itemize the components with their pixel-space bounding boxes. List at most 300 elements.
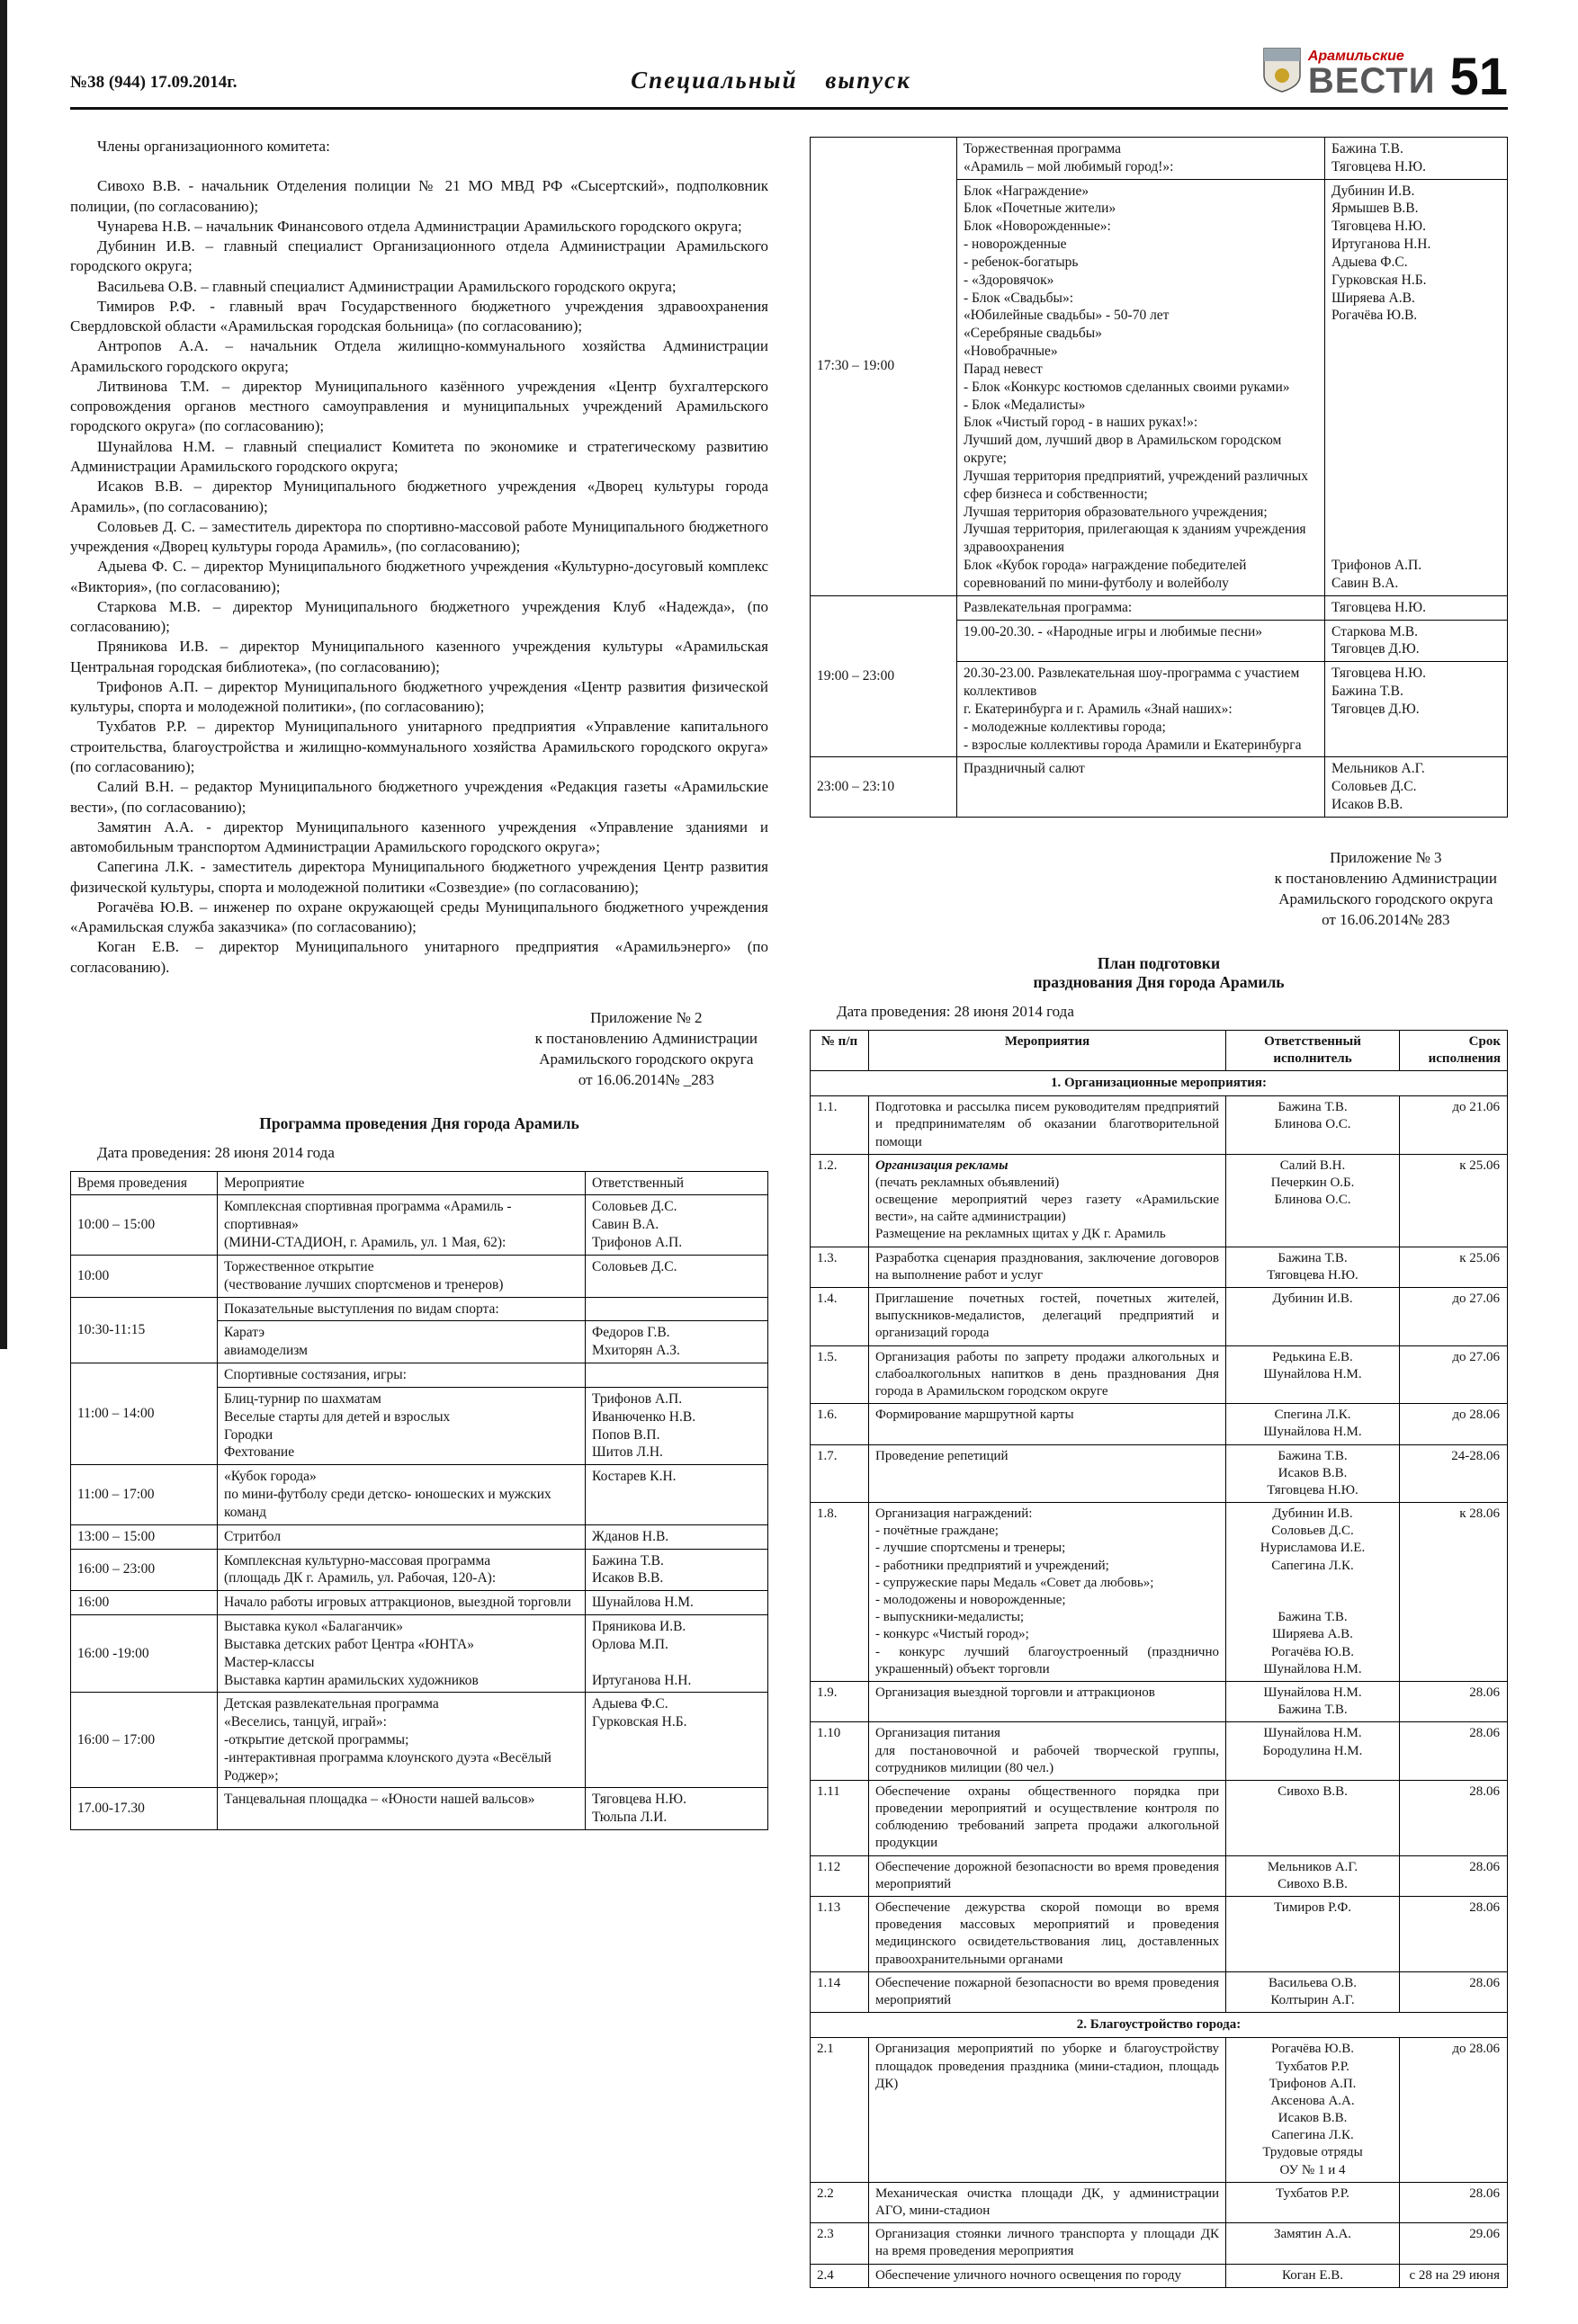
- event-cell: [957, 620, 1325, 662]
- event-line: Спортивные состязания, игры:: [224, 1367, 407, 1383]
- program-row: [71, 1788, 768, 1830]
- row-number-cell: 1.12: [811, 1855, 869, 1896]
- event-cell: [957, 757, 1325, 817]
- responsible-group: [1233, 1291, 1393, 1343]
- plan-section-header: 2. Благоустройство города:: [811, 2013, 1508, 2038]
- event-line: Организация выездной торговли и аттракционов: [875, 1685, 1155, 1700]
- responsible-group: [1233, 1975, 1393, 2009]
- responsible-name: Трудовые отряды: [1262, 2145, 1363, 2160]
- responsible-name: Бажина Т.В.: [1278, 1100, 1348, 1115]
- responsible-cell: [1226, 1897, 1400, 1972]
- event-line: Разработка сценария празднования, заключение договоров на выполнение работ и услуг: [875, 1250, 1219, 1283]
- responsible-group: [592, 1390, 761, 1461]
- responsible-names: [1233, 1099, 1393, 1133]
- responsible-names: [1331, 599, 1501, 617]
- time-cell: 11:00 – 14:00: [71, 1363, 218, 1465]
- time-cell: 13:00 – 15:00: [71, 1524, 218, 1549]
- event-line: освещение мероприятий через газету «Арамильские вести», на сайте администрации): [875, 1193, 1219, 1225]
- plan-row: [811, 1247, 1508, 1287]
- issue-info: №38 (944) 17.09.2014г.: [70, 73, 238, 92]
- responsible-group: [592, 1301, 761, 1318]
- responsible-name: Аксенова А.А.: [1270, 2093, 1355, 2108]
- event-line: Выставка картин арамильских художников: [224, 1672, 479, 1688]
- responsible-name: Тимиров Р.Ф.: [1274, 1900, 1351, 1915]
- plan-row: [811, 1154, 1508, 1247]
- committee-intro: Члены организационного комитета:: [97, 138, 330, 155]
- event-line: «Серебряные свадьбы»: [964, 326, 1102, 342]
- event-cell: [869, 2264, 1226, 2287]
- row-number-cell: 1.3.: [811, 1247, 869, 1287]
- responsible-name: Исаков В.В.: [1278, 1465, 1348, 1480]
- responsible-name: Бородулина Н.М.: [1262, 1743, 1363, 1758]
- responsible-name: Трифонов А.П.: [592, 1390, 683, 1407]
- event-line: (чествование лучших спортсменов и тренеров): [224, 1276, 504, 1292]
- responsible-group: [1233, 1099, 1393, 1151]
- responsible-name: Печеркин О.Б.: [1270, 1175, 1355, 1190]
- event-line: Размещение на рекламных щитах у ДК г. Арамиль: [875, 1227, 1166, 1242]
- event-line: Организация мероприятий по уборке и благоустройству площадок проведения праздника (мини-стадион, площадь ДК): [875, 2042, 1219, 2091]
- responsible-name: Нурисламова И.Е.: [1260, 1541, 1366, 1556]
- event-line: Мастер-классы: [224, 1654, 315, 1670]
- responsible-name: Бажина Т.В.: [1331, 141, 1403, 156]
- responsible-name: Рогачёва Ю.В.: [1270, 1644, 1355, 1659]
- responsible-name: Васильева О.В.: [1269, 1975, 1357, 1990]
- responsible-name: Трифонов А.П.: [592, 1235, 683, 1251]
- plan-row: [811, 2264, 1508, 2287]
- event-cell: [869, 1404, 1226, 1444]
- event-line: Блок «Почетные жители»: [964, 201, 1116, 217]
- event-cell: [869, 1855, 1226, 1896]
- responsible-names: [1233, 1158, 1393, 1210]
- event-line: Комплексная спортивная программа «Арамиль - спортивная»: [224, 1199, 512, 1233]
- responsible-name: Савин В.А.: [1331, 575, 1399, 591]
- deadline-cell: с 28 на 29 июня: [1400, 2264, 1508, 2287]
- event-line: Начало работы игровых аттракционов, выездной торговли: [224, 1595, 571, 1611]
- responsible-names: [592, 1695, 761, 1731]
- responsible-group: [592, 1528, 761, 1546]
- program-row: [71, 1465, 768, 1524]
- responsible-name: Тяговцева Н.Ю.: [592, 1792, 686, 1808]
- event-line: - новорожденные: [964, 237, 1067, 253]
- deadline-cell: 29.06: [1400, 2223, 1508, 2264]
- event-line: - молодожены и новорожденные;: [875, 1593, 1066, 1607]
- responsible-name: Спегина Л.К.: [1274, 1408, 1351, 1423]
- responsible-names: [1331, 140, 1501, 176]
- responsible-name: Салий В.Н.: [1279, 1158, 1346, 1173]
- responsible-name: Тяговцева Н.Ю.: [1331, 219, 1426, 235]
- responsible-cell: [1325, 138, 1508, 180]
- row-number-cell: 2.4: [811, 2264, 869, 2287]
- event-cell: [218, 1321, 586, 1363]
- event-line: Обеспечение пожарной безопасности во время проведения мероприятий: [875, 1975, 1219, 2007]
- plan-section-header: 1. Организационные мероприятия:: [811, 1070, 1508, 1095]
- event-line: (МИНИ-СТАДИОН, г. Арамиль, ул. 1 Мая, 62):: [224, 1235, 507, 1251]
- responsible-cell: [586, 1693, 768, 1788]
- plan-section-row: [811, 2013, 1508, 2038]
- deadline-cell: 24-28.06: [1400, 1444, 1508, 1503]
- content-columns: [70, 137, 1508, 2288]
- row-number-cell: 1.1.: [811, 1096, 869, 1155]
- deadline-cell: 28.06: [1400, 1780, 1508, 1855]
- committee-member: Коган Е.В. – директор Муниципального унитарного предприятия «Арамильэнерго» (по согласованию).: [70, 938, 768, 976]
- plan-header-row: [811, 1030, 1508, 1070]
- event-line: «Кубок города»: [224, 1469, 317, 1485]
- program-row: [71, 1297, 768, 1321]
- deadline-cell: 28.06: [1400, 1681, 1508, 1721]
- row-number-cell: 1.5.: [811, 1345, 869, 1404]
- responsible-name: Мельников А.Г.: [1331, 761, 1425, 777]
- event-cell: [218, 1465, 586, 1524]
- time-cell: 17:30 – 19:00: [811, 138, 957, 596]
- responsible-name: Соловьев Д.С.: [1271, 1524, 1354, 1539]
- plan-row: [811, 1345, 1508, 1404]
- time-cell: 10:00: [71, 1255, 218, 1297]
- responsible-names: [1233, 1783, 1393, 1801]
- responsible-name: Шунайлова Н.М.: [1263, 1661, 1362, 1676]
- responsible-cell: [1325, 757, 1508, 817]
- responsible-cell: [1226, 1154, 1400, 1247]
- brand-name-bottom: ВЕСТИ: [1307, 60, 1436, 101]
- annex-line: Арамильского городского округа: [539, 1050, 754, 1068]
- row-number-cell: 2.3: [811, 2223, 869, 2264]
- event-line: - молодежные коллективы города;: [964, 719, 1166, 735]
- responsible-group: [1233, 1349, 1393, 1401]
- responsible-group: [1331, 183, 1501, 593]
- responsible-name: Бажина Т.В.: [1278, 1610, 1348, 1625]
- program-header-row: [71, 1171, 768, 1195]
- plan-row: [811, 1855, 1508, 1896]
- responsible-group: [1331, 599, 1501, 617]
- responsible-names: [592, 1324, 761, 1360]
- responsible-names: [592, 1390, 761, 1461]
- program-date: Дата проведения: 28 июня 2014 года: [97, 1143, 335, 1161]
- annex-line: Приложение № 3: [1330, 848, 1442, 866]
- event-line: Лучшая территория, прилегающая к зданиям учреждения здравоохранения: [964, 522, 1306, 556]
- event-line: Праздничный салют: [964, 761, 1085, 777]
- time-cell: 10:30-11:15: [71, 1297, 218, 1363]
- event-cell: [218, 1524, 586, 1549]
- responsible-cell: [1226, 1444, 1400, 1503]
- event-cell: [869, 1503, 1226, 1682]
- event-line: Обеспечение дорожной безопасности во время проведения мероприятий: [875, 1859, 1219, 1891]
- responsible-cell: [586, 1387, 768, 1464]
- plan-row: [811, 2223, 1508, 2264]
- responsible-name: Савин В.А.: [592, 1217, 659, 1233]
- event-heading: Организация рекламы: [875, 1158, 1009, 1173]
- responsible-group: [592, 1791, 761, 1827]
- committee-member: Старкова М.В. – директор Муниципального бюджетного учреждения Клуб «Надежда», (по согласованию);: [70, 597, 768, 636]
- event-cell: [218, 1363, 586, 1388]
- plan-row: [811, 2038, 1508, 2183]
- responsible-group: [1233, 1506, 1393, 1678]
- plan-row: [811, 1288, 1508, 1346]
- responsible-names: [1233, 1899, 1393, 1917]
- event-line: - взрослые коллективы города Арамили и Екатеринбурга: [964, 737, 1302, 753]
- responsible-names: [1233, 2267, 1393, 2284]
- responsible-names: [1233, 1250, 1393, 1284]
- committee-member: Замятин А.А. - директор Муниципального казенного учреждения «Управление зданиями и автомобильным транспортом Администрации Арамильского городского округа»;: [70, 818, 768, 856]
- column-header-responsible: Ответственный: [586, 1171, 768, 1195]
- responsible-cell: [1226, 1503, 1400, 1682]
- responsible-names: [1331, 665, 1501, 718]
- event-cell: [869, 1681, 1226, 1721]
- event-line: Организация работы по запрету продажи алкогольных и слабоалкогольных напитков в день празднования Дня города в Арамильском городском округе: [875, 1349, 1219, 1399]
- responsible-name: Соловьев Д.С.: [592, 1258, 677, 1274]
- responsible-name: Тухбатов Р.Р.: [1276, 2059, 1349, 2074]
- responsible-group: [1331, 623, 1501, 659]
- responsible-group: [1233, 2267, 1393, 2284]
- event-cell: [869, 1154, 1226, 1247]
- event-cell: [218, 1615, 586, 1693]
- responsible-cell: [586, 1465, 768, 1524]
- brand-name-top: Арамильские: [1307, 48, 1404, 64]
- responsible-group: [1233, 1685, 1393, 1719]
- event-line: Обеспечение охраны общественного порядка при проведении мероприятий и осуществление контроля по соблюдению требований запрета продажи алкогольной продукции: [875, 1783, 1219, 1851]
- responsible-group: [1233, 1407, 1393, 1441]
- event-line: «Юбилейные свадьбы» - 50-70 лет: [964, 308, 1170, 324]
- event-cell: [869, 2182, 1226, 2222]
- responsible-name: Старкова М.В.: [1331, 623, 1418, 639]
- event-line: 19.00-20.30. - «Народные игры и любимые песни»: [964, 623, 1263, 639]
- responsible-name: Тяговцева Н.Ю.: [1267, 1482, 1358, 1497]
- responsible-name: Орлова М.П.: [592, 1636, 668, 1652]
- event-cell: [869, 1345, 1226, 1404]
- event-line: Выставка кукол «Балаганчик»: [224, 1619, 403, 1635]
- committee-member: Шунайлова Н.М. – главный специалист Комитета по экономике и стратегическому развитию Администрации Арамильского городского округа;: [70, 437, 768, 475]
- responsible-names: [592, 1672, 761, 1690]
- responsible-cell: [586, 1195, 768, 1255]
- plan-table: [810, 1030, 1508, 2288]
- responsible-name: Адыева Ф.С.: [592, 1696, 668, 1712]
- responsible-names: [592, 1791, 761, 1827]
- responsible-group: [1233, 1725, 1393, 1777]
- event-cell: [957, 179, 1325, 595]
- responsible-cell: [1325, 595, 1508, 620]
- responsible-group: [592, 1324, 761, 1360]
- event-line: Выставка детских работ Центра «ЮНТА»: [224, 1636, 474, 1652]
- responsible-names: [1331, 760, 1501, 813]
- responsible-names: [1233, 1975, 1393, 2009]
- responsible-group: [1233, 1250, 1393, 1284]
- responsible-name: Трифонов А.П.: [1269, 2076, 1357, 2091]
- event-line: - конкурс «Чистый город»;: [875, 1627, 1029, 1642]
- responsible-cell: [1226, 2182, 1400, 2222]
- responsible-cell: [1226, 1780, 1400, 1855]
- responsible-name: Гурковская Н.Б.: [1331, 272, 1427, 288]
- event-line: Развлекательная программа:: [964, 599, 1133, 615]
- event-cell: [869, 1096, 1226, 1155]
- event-line: Блок «Награждение»: [964, 183, 1089, 199]
- event-line: Торжественная программа: [964, 141, 1121, 156]
- event-cell: [218, 1255, 586, 1297]
- annex-line: к постановлению Администрации: [534, 1029, 758, 1047]
- responsible-group: [1233, 1859, 1393, 1893]
- plan-row: [811, 1780, 1508, 1855]
- event-line: Стритбол: [224, 1528, 282, 1544]
- row-number-cell: 1.10: [811, 1722, 869, 1781]
- responsible-names: [1233, 1291, 1393, 1308]
- responsible-name: Дубинин И.В.: [1331, 183, 1415, 199]
- time-cell: 17.00-17.30: [71, 1788, 218, 1830]
- committee-member: Соловьев Д. С. – заместитель директора по спортивно-массовой работе Муниципального бюджетного учреждения «Дворец культуры города Арамиль», (по согласованию);: [70, 517, 768, 556]
- responsible-group: [1233, 2041, 1393, 2179]
- event-line: - ребенок-богатырь: [964, 254, 1079, 270]
- committee-member: Сивохо В.В. - начальник Отделения полиции № 21 МО МВД РФ «Сысертский», подполковник полиции, (по согласованию);: [70, 177, 768, 215]
- responsible-name: Ярмышев В.В.: [1331, 201, 1419, 217]
- responsible-cell: [1226, 1855, 1400, 1896]
- plan-title-line2: празднования Дня города Арамиль: [1033, 972, 1285, 991]
- program-continued-table: [810, 137, 1508, 818]
- time-cell: 16:00 – 17:00: [71, 1693, 218, 1788]
- responsible-name: Шунайлова Н.М.: [1263, 1685, 1362, 1700]
- event-cell: [218, 1788, 586, 1830]
- program-row: [811, 138, 1508, 180]
- plan-title: [810, 954, 1508, 992]
- responsible-cell: [586, 1363, 768, 1388]
- responsible-group: [592, 1552, 761, 1588]
- responsible-name: Ширяева А.В.: [1272, 1627, 1353, 1642]
- responsible-name: Шунайлова Н.М.: [1263, 1366, 1362, 1381]
- responsible-name: Федоров Г.В.: [592, 1325, 670, 1341]
- plan-title-line1: План подготовки: [1097, 953, 1221, 972]
- event-line: Блиц-турнир по шахматам: [224, 1390, 381, 1407]
- responsible-cell: [586, 1321, 768, 1363]
- committee-member: Салий В.Н. – редактор Муниципального бюджетного учреждения «Редакция газеты «Арамильские вести», (по согласованию);: [70, 778, 768, 816]
- program-row: [71, 1549, 768, 1591]
- event-line: Блок «Чистый город - в наших руках!»:: [964, 415, 1198, 431]
- event-line: Организация награждений:: [875, 1506, 1033, 1522]
- responsible-name: Тяговцева Н.Ю.: [1331, 158, 1426, 174]
- scan-edge-artifact: [0, 0, 7, 1349]
- responsible-name: Бажина Т.В.: [1331, 684, 1403, 700]
- right-column: [810, 137, 1508, 2288]
- event-line: (площадь ДК г. Арамиль, ул. Рабочая, 120-А):: [224, 1570, 497, 1587]
- event-line: Организация стоянки личного транспорта у площади ДК на время проведения мероприятия: [875, 2227, 1219, 2259]
- event-line: - «Здоровячок»: [964, 272, 1054, 288]
- event-line: «Веселись, танцуй, играй»:: [224, 1714, 387, 1730]
- event-line: по мини-футболу среди детско- юношеских и мужских команд: [224, 1487, 551, 1520]
- program-row: [811, 757, 1508, 817]
- event-line: - конкурс лучший благоустроенный (празднично украшенный) объект торговли: [875, 1644, 1219, 1676]
- responsible-cell: [1226, 2038, 1400, 2183]
- brand-text: [1307, 48, 1436, 101]
- event-cell: [218, 1549, 586, 1591]
- responsible-name: ОУ № 1 и 4: [1279, 2162, 1346, 2177]
- event-line: Детская развлекательная программа: [224, 1696, 439, 1712]
- responsible-group: [592, 1695, 761, 1784]
- event-line: 20.30-23.00. Развлекательная шоу-программа с участием коллективов: [964, 666, 1300, 700]
- responsible-name: Шунайлова Н.М.: [1263, 1425, 1362, 1440]
- responsible-names: [592, 1198, 761, 1251]
- time-cell: 11:00 – 17:00: [71, 1465, 218, 1524]
- row-number-cell: 2.1: [811, 2038, 869, 2183]
- responsible-names: [1331, 183, 1501, 326]
- time-cell: 16:00 – 23:00: [71, 1549, 218, 1591]
- event-cell: [869, 1444, 1226, 1503]
- event-line: Подготовка и рассылка писем руководителям предприятий и предпринимателям об оказании благотворительной помощи: [875, 1100, 1219, 1149]
- event-line: для постановочной и рабочей творческой группы, сотрудников милиции (80 чел.): [875, 1743, 1219, 1775]
- responsible-name: Тяговцев Д.Ю.: [1331, 641, 1420, 657]
- responsible-group: [1331, 760, 1501, 813]
- event-line: Приглашение почетных гостей, почетных жителей, выпускников-медалистов, делегаций предприятий и организаций города: [875, 1292, 1219, 1341]
- committee-member: Антропов А.А. – начальник Отдела жилищно-коммунального хозяйства Администрации Арамильского городского округа;: [70, 337, 768, 375]
- row-number-cell: 1.2.: [811, 1154, 869, 1247]
- responsible-name: Трифонов А.П.: [1331, 558, 1422, 574]
- responsible-name: Колтырин А.Г.: [1270, 1992, 1355, 2007]
- event-cell: [869, 1971, 1226, 2012]
- plan-row: [811, 1722, 1508, 1781]
- row-number-cell: 1.14: [811, 1971, 869, 2012]
- responsible-names: [1233, 1349, 1393, 1383]
- time-cell: 10:00 – 15:00: [71, 1195, 218, 1255]
- responsible-cell: [1226, 1096, 1400, 1155]
- event-cell: [869, 1722, 1226, 1781]
- event-line: Лучший дом, лучший двор в Арамильском городском округе;: [964, 433, 1282, 467]
- time-cell: 19:00 – 23:00: [811, 595, 957, 757]
- deadline-cell: 28.06: [1400, 1722, 1508, 1781]
- event-line: Городки: [224, 1426, 273, 1443]
- responsible-name: Тюльпа Л.И.: [592, 1810, 668, 1826]
- responsible-name: Бажина Т.В.: [1278, 1448, 1348, 1463]
- responsible-name: Иртуганова Н.Н.: [592, 1672, 692, 1688]
- header-divider: [70, 107, 1508, 110]
- column-header-deadline: Срок исполнения: [1400, 1030, 1508, 1070]
- responsible-group: [1233, 2185, 1393, 2220]
- responsible-group: [1331, 665, 1501, 754]
- responsible-name: Гурковская Н.Б.: [592, 1714, 687, 1730]
- annex-line: к постановлению Администрации: [1274, 869, 1497, 887]
- committee-member: Пряникова И.В. – директор Муниципального казенного учреждения культуры «Арамильская Центральная городская библиотека», (по согласованию);: [70, 638, 768, 675]
- responsible-name: Соловьев Д.С.: [592, 1199, 677, 1215]
- responsible-name: Редькина Е.В.: [1272, 1349, 1353, 1364]
- responsible-cell: [586, 1615, 768, 1693]
- responsible-name: Шунайлова Н.М.: [592, 1595, 694, 1611]
- newspaper-logo: [1262, 47, 1436, 101]
- committee-member: Чунарева Н.В. – начальник Финансового отдела Администрации Арамильского городского округа;: [97, 217, 742, 235]
- responsible-name: Сивохо В.В.: [1278, 1876, 1348, 1891]
- page-header: [70, 47, 1508, 106]
- responsible-name: Иртуганова Н.Н.: [1331, 237, 1431, 253]
- column-header-executor: Ответственный исполнитель: [1226, 1030, 1400, 1070]
- responsible-cell: [1226, 1722, 1400, 1781]
- event-line: Организация питания: [875, 1726, 1000, 1741]
- responsible-names: [1233, 1725, 1393, 1759]
- event-cell: [218, 1693, 586, 1788]
- responsible-cell: [1325, 179, 1508, 595]
- plan-row: [811, 1681, 1508, 1721]
- event-line: Лучшая территория образовательного учреждения;: [964, 504, 1268, 520]
- responsible-group: [1233, 1783, 1393, 1853]
- committee-member: Васильева О.В. – главный специалист Администрации Арамильского городского округа;: [97, 277, 677, 295]
- page-number: 51: [1449, 47, 1508, 106]
- responsible-name: Тяговцев Д.Ю.: [1331, 701, 1420, 717]
- event-line: Лучшая территория предприятий, учреждений различных сфер бизнеса и собственности;: [964, 468, 1308, 502]
- event-line: Каратэ: [224, 1325, 265, 1341]
- annex-3: [1275, 848, 1497, 931]
- plan-section-row: [811, 1070, 1508, 1095]
- event-line: Блок «Кубок города» награждение победителей соревнований по мини-футболу и волейболу: [964, 558, 1247, 591]
- responsible-name: Мхиторян А.З.: [592, 1343, 680, 1359]
- responsible-name: Соловьев Д.С.: [1331, 779, 1417, 795]
- event-line: Танцевальная площадка – «Юности нашей вальсов»: [224, 1792, 535, 1808]
- responsible-names: [592, 1552, 761, 1588]
- responsible-group: [592, 1258, 761, 1294]
- event-line: «Арамиль – мой любимый город!»:: [964, 158, 1174, 174]
- left-column: [70, 137, 768, 1830]
- city-emblem-icon: [1262, 47, 1302, 98]
- committee-member: Сапегина Л.К. - заместитель директора Муниципального бюджетного учреждения Центр развития физической культуры, спорта и молодежной политики «Созвездие» (по согласованию);: [70, 858, 768, 896]
- time-cell: 16:00 -19:00: [71, 1615, 218, 1693]
